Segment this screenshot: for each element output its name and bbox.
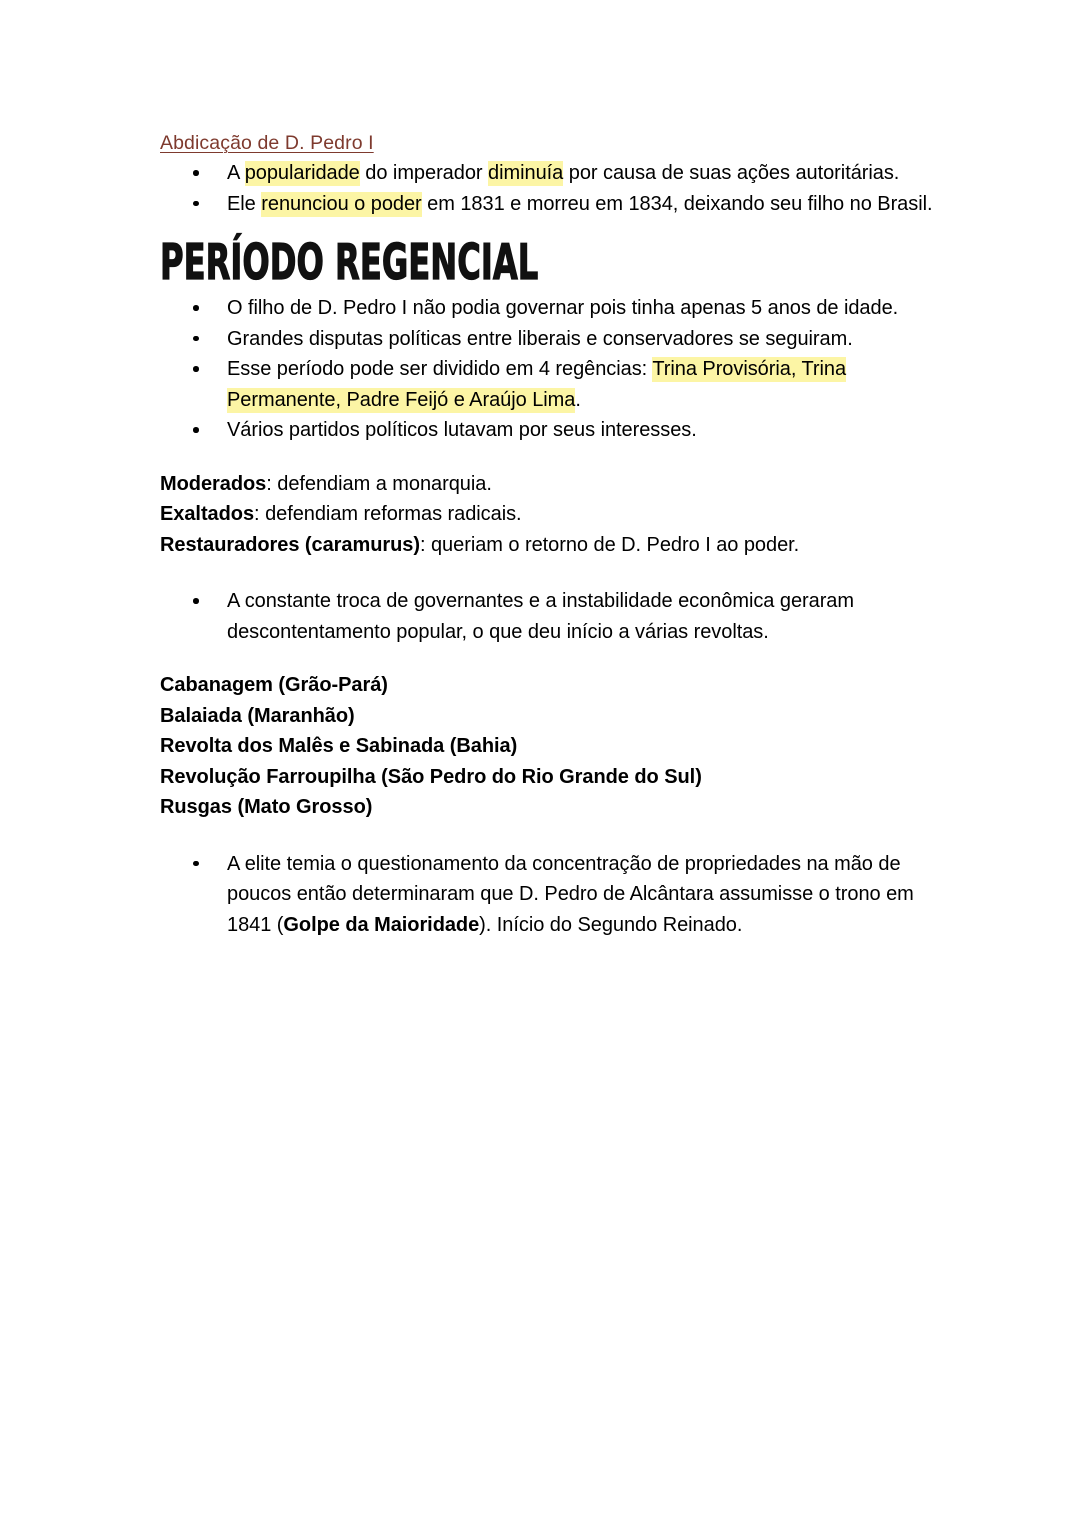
spacer — [160, 647, 950, 670]
highlighted-text: Trina Provisória, Trina Permanente, Padre Feijó e Araújo Lima — [227, 358, 847, 411]
revolts-list — [160, 670, 950, 823]
bold-text: Golpe da Maioridade — [283, 913, 480, 936]
party-name: Moderados — [160, 472, 267, 495]
list-item — [160, 324, 950, 355]
spacer — [160, 446, 950, 469]
revolt-item: Rusgas (Mato Grosso) — [160, 796, 373, 818]
bullet-dot-icon — [193, 366, 199, 372]
highlighted-text: diminuía — [488, 162, 564, 184]
revolt-item: Revolta dos Malês e Sabinada (Bahia) — [160, 735, 518, 757]
list-item-text: O filho de D. Pedro I não podia governar pois tinha apenas 5 anos de idade. — [227, 297, 899, 319]
party-definition — [160, 530, 950, 561]
list-item — [160, 354, 950, 415]
revolt-item: Revolução Farroupilha (São Pedro do Rio Grande do Sul) — [160, 765, 702, 788]
bullet-dot-icon — [193, 170, 199, 176]
list-item-text — [227, 161, 899, 186]
list-item-text — [227, 357, 846, 413]
revolt-item: Balaiada (Maranhão) — [160, 704, 355, 727]
instability-bullet-list — [160, 586, 950, 647]
bullet-dot-icon — [193, 305, 199, 311]
political-parties-block — [160, 469, 950, 561]
party-definition — [160, 469, 950, 500]
plain-text: A elite temia o questionamento da concentração de propriedades na mão de poucos então determinaram que D. Pedro de Alcântara assumisse o trono em 1841 ( — [227, 852, 914, 936]
spacer — [160, 823, 950, 849]
party-name: Restauradores (caramurus) — [160, 533, 420, 556]
party-name: Exaltados — [160, 503, 255, 525]
plain-text: ). Início do Segundo Reinado. — [479, 913, 743, 936]
plain-text: A — [227, 162, 245, 184]
bullet-dot-icon — [193, 598, 199, 604]
plain-text: em 1831 e morreu em 1834, deixando seu filho no Brasil. — [421, 192, 933, 215]
party-separator: : — [254, 503, 266, 525]
plain-text: por causa de suas ações autoritárias. — [563, 162, 900, 184]
list-item — [160, 189, 950, 220]
party-separator: : — [266, 472, 278, 495]
party-definition — [160, 499, 950, 530]
list-item — [160, 586, 950, 647]
page-title: PERÍODO REGENCIAL — [160, 233, 539, 291]
list-item — [160, 293, 950, 324]
list-item-text — [227, 853, 914, 936]
majority-coup-bullet-list — [160, 849, 950, 941]
highlighted-text: renunciou o poder — [261, 192, 422, 215]
bullet-dot-icon — [193, 861, 199, 867]
party-description: defendiam a monarquia. — [277, 472, 492, 495]
party-description: defendiam reformas radicais. — [265, 503, 522, 525]
list-item-text: Grandes disputas políticas entre liberais e conservadores se seguiram. — [227, 327, 853, 350]
list-item — [160, 415, 950, 446]
spacer — [160, 560, 950, 586]
bullet-dot-icon — [193, 201, 199, 207]
revolt-item: Cabanagem (Grão-Pará) — [160, 674, 388, 696]
party-description: queriam o retorno de D. Pedro I ao poder. — [430, 533, 800, 556]
list-item — [160, 158, 950, 189]
plain-text: . — [575, 388, 581, 411]
list-item-text — [227, 192, 933, 217]
party-separator: : — [419, 533, 431, 556]
list-item-text: A constante troca de governantes e a instabilidade econômica geraram descontentamento popular, o que deu início a várias revoltas. — [227, 590, 854, 643]
abdicacao-bullet-list — [160, 158, 950, 219]
plain-text: do imperador — [359, 162, 489, 184]
section-heading-abdicacao: Abdicação de D. Pedro I — [160, 132, 374, 154]
bullet-dot-icon — [193, 336, 199, 342]
plain-text: Ele — [227, 192, 262, 215]
highlighted-text: popularidade — [244, 162, 360, 184]
list-item-text: Vários partidos políticos lutavam por seus interesses. — [227, 419, 697, 441]
list-item — [160, 849, 950, 941]
bullet-dot-icon — [193, 427, 199, 433]
document-content — [160, 130, 950, 940]
plain-text: Esse período pode ser dividido em 4 regências: — [227, 358, 653, 380]
regencia-bullet-list — [160, 293, 950, 446]
